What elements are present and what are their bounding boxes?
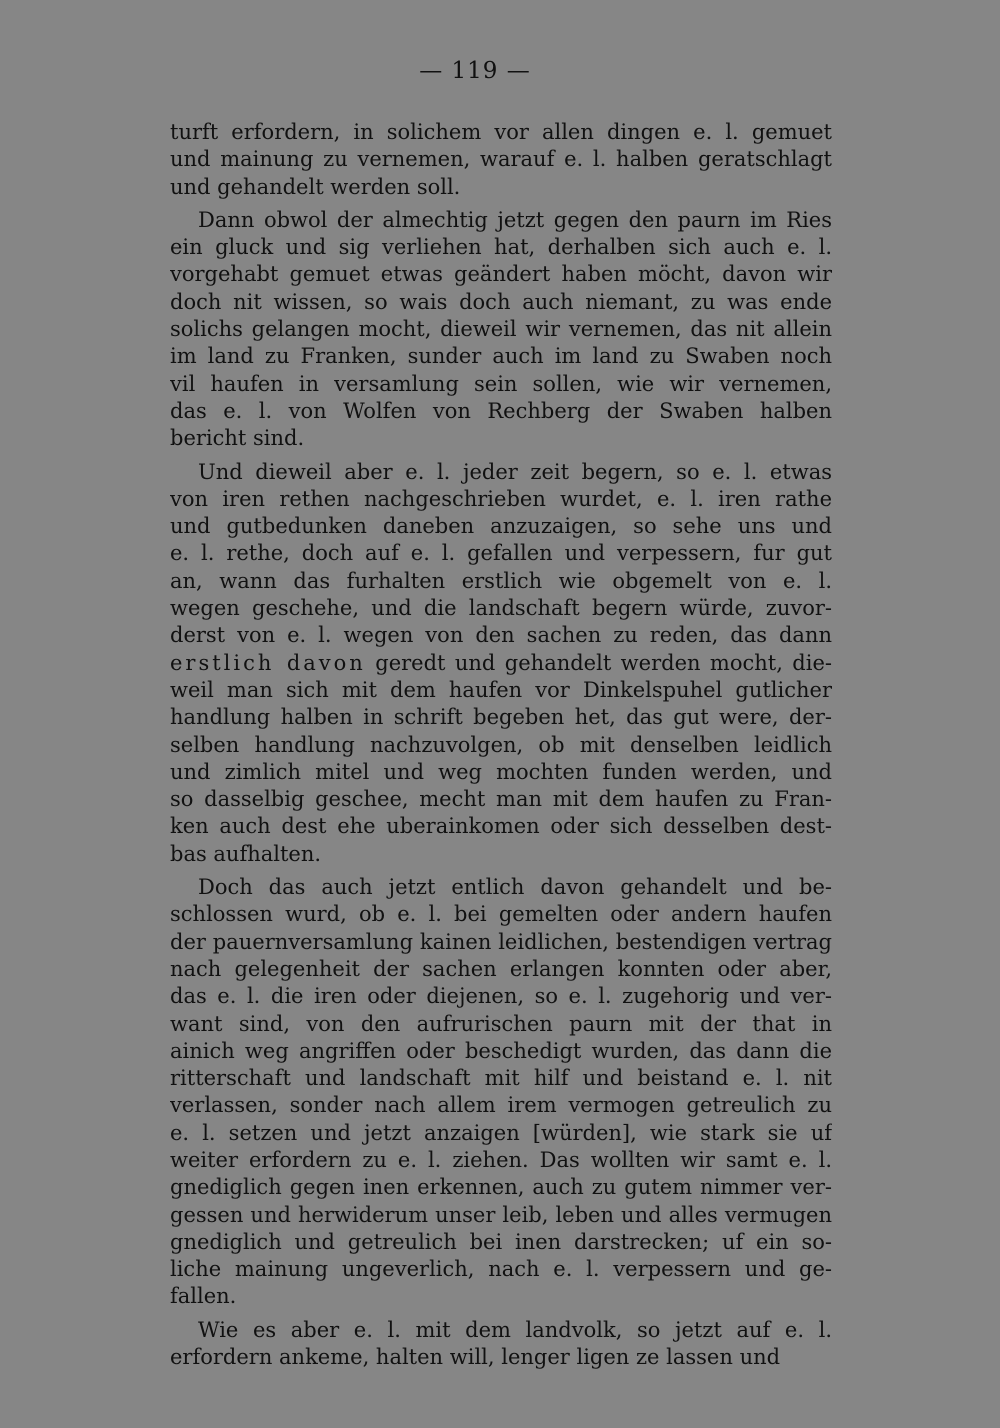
- text-line: ken auch dest ehe uberainkomen oder sich desselben dest-: [170, 814, 832, 839]
- text-line: verlassen, sonder nach allem irem vermogen getreulich zu: [170, 1093, 832, 1118]
- text-line: das e. l. die iren oder diejenen, so e. l. zugehorig und ver-: [170, 984, 832, 1009]
- text-line: gessen und herwiderum unser leib, leben und alles vermugen: [170, 1202, 832, 1227]
- text-line: fallen.: [170, 1284, 237, 1309]
- text-line: nach gelegenheit der sachen erlangen konnten oder aber,: [170, 956, 832, 981]
- emphasized-text: erstlich davon: [170, 650, 366, 675]
- text-line: bas aufhalten.: [170, 841, 322, 866]
- text-line: erfordern ankeme, halten will, lenger ligen ze lassen und: [170, 1345, 781, 1370]
- text-line: turft erfordern, in solichem vor allen dingen e. l. gemuet: [170, 120, 832, 144]
- text-line: ritterschaft und landschaft mit hilf und beistand e. l. nit: [170, 1066, 832, 1091]
- text-line: wegen geschehe, und die landschaft begern würde, zuvor-: [170, 596, 832, 621]
- page-number: — 119 —: [419, 58, 531, 84]
- text-line: Wie es aber e. l. mit dem landvolk, so jetzt auf e. l.: [198, 1317, 832, 1342]
- text-line: an, wann das furhalten erstlich wie obgemelt von e. l.: [170, 568, 832, 593]
- text-line: erstlich davon geredt und gehandelt werden mocht, die-: [170, 650, 832, 675]
- text-line: Doch das auch jetzt entlich davon gehandelt und be-: [198, 875, 832, 900]
- text-line: schlossen wurd, ob e. l. bei gemelten oder andern haufen: [170, 902, 832, 927]
- text-line: von iren rethen nachgeschrieben wurdet, e. l. iren rathe: [170, 486, 832, 511]
- text-line: Und dieweil aber e. l. jeder zeit begern, so e. l. etwas: [198, 459, 832, 484]
- text-line: doch nit wissen, so wais doch auch niemant, zu was ende: [170, 289, 832, 314]
- text-line: gnediglich gegen inen erkennen, auch zu gutem nimmer ver-: [170, 1175, 832, 1200]
- text-line: vil haufen in versamlung sein sollen, wie wir vernemen,: [170, 371, 832, 396]
- text-line: Dann obwol der almechtig jetzt gegen den paurn im Ries: [198, 207, 832, 232]
- text-line: und mainung zu vernemen, warauf e. l. halben geratschlagt: [170, 147, 832, 172]
- text-line: handlung halben in schrift begeben het, das gut were, der-: [170, 705, 832, 730]
- text-line: ainich weg angriffen oder beschedigt wurden, das dann die: [170, 1038, 832, 1063]
- text-line: der pauernversamlung kainen leidlichen, bestendigen vertrag: [170, 929, 832, 954]
- text-line: und gutbedunken daneben anzuzaigen, so sehe uns und: [170, 514, 832, 539]
- paragraph: [170, 119, 832, 201]
- body-text: [170, 119, 832, 1377]
- text-line: weil man sich mit dem haufen vor Dinkelspuhel gutlicher: [170, 677, 832, 702]
- text-line: und gehandelt werden soll.: [170, 174, 461, 199]
- text-line: e. l. setzen und jetzt anzaigen [würden], wie stark sie uf: [170, 1120, 832, 1145]
- text-line: weiter erfordern zu e. l. ziehen. Das wollten wir samt e. l.: [170, 1147, 832, 1172]
- text-line: vorgehabt gemuet etwas geändert haben möcht, davon wir: [170, 262, 832, 287]
- paragraph: [170, 874, 832, 1311]
- text-line: e. l. rethe, doch auf e. l. gefallen und verpessern, fur gut: [170, 541, 832, 566]
- text-line: ein gluck und sig verliehen hat, derhalben sich auch e. l.: [170, 235, 832, 260]
- text-line: so dasselbig geschee, mecht man mit dem haufen zu Fran-: [170, 787, 832, 812]
- text-line: bericht sind.: [170, 426, 305, 451]
- paragraph: [170, 207, 832, 453]
- text-line: das e. l. von Wolfen von Rechberg der Swaben halben: [170, 398, 832, 423]
- paragraph: [170, 459, 832, 868]
- text-line: want sind, von den aufrurischen paurn mit der that in: [170, 1011, 832, 1036]
- text-line: derst von e. l. wegen von den sachen zu reden, das dann: [170, 623, 832, 648]
- text-line: im land zu Franken, sunder auch im land zu Swaben noch: [170, 344, 832, 369]
- paragraph: [170, 1317, 832, 1372]
- text-line: gnediglich und getreulich bei inen darstrecken; uf ein so-: [170, 1229, 832, 1254]
- text-line: solichs gelangen mocht, dieweil wir vernemen, das nit allein: [170, 317, 832, 342]
- text-line: und zimlich mitel und weg mochten funden werden, und: [170, 759, 832, 784]
- text-line: liche mainung ungeverlich, nach e. l. verpessern und ge-: [170, 1257, 832, 1282]
- text-line: selben handlung nachzuvolgen, ob mit denselben leidlich: [170, 732, 832, 757]
